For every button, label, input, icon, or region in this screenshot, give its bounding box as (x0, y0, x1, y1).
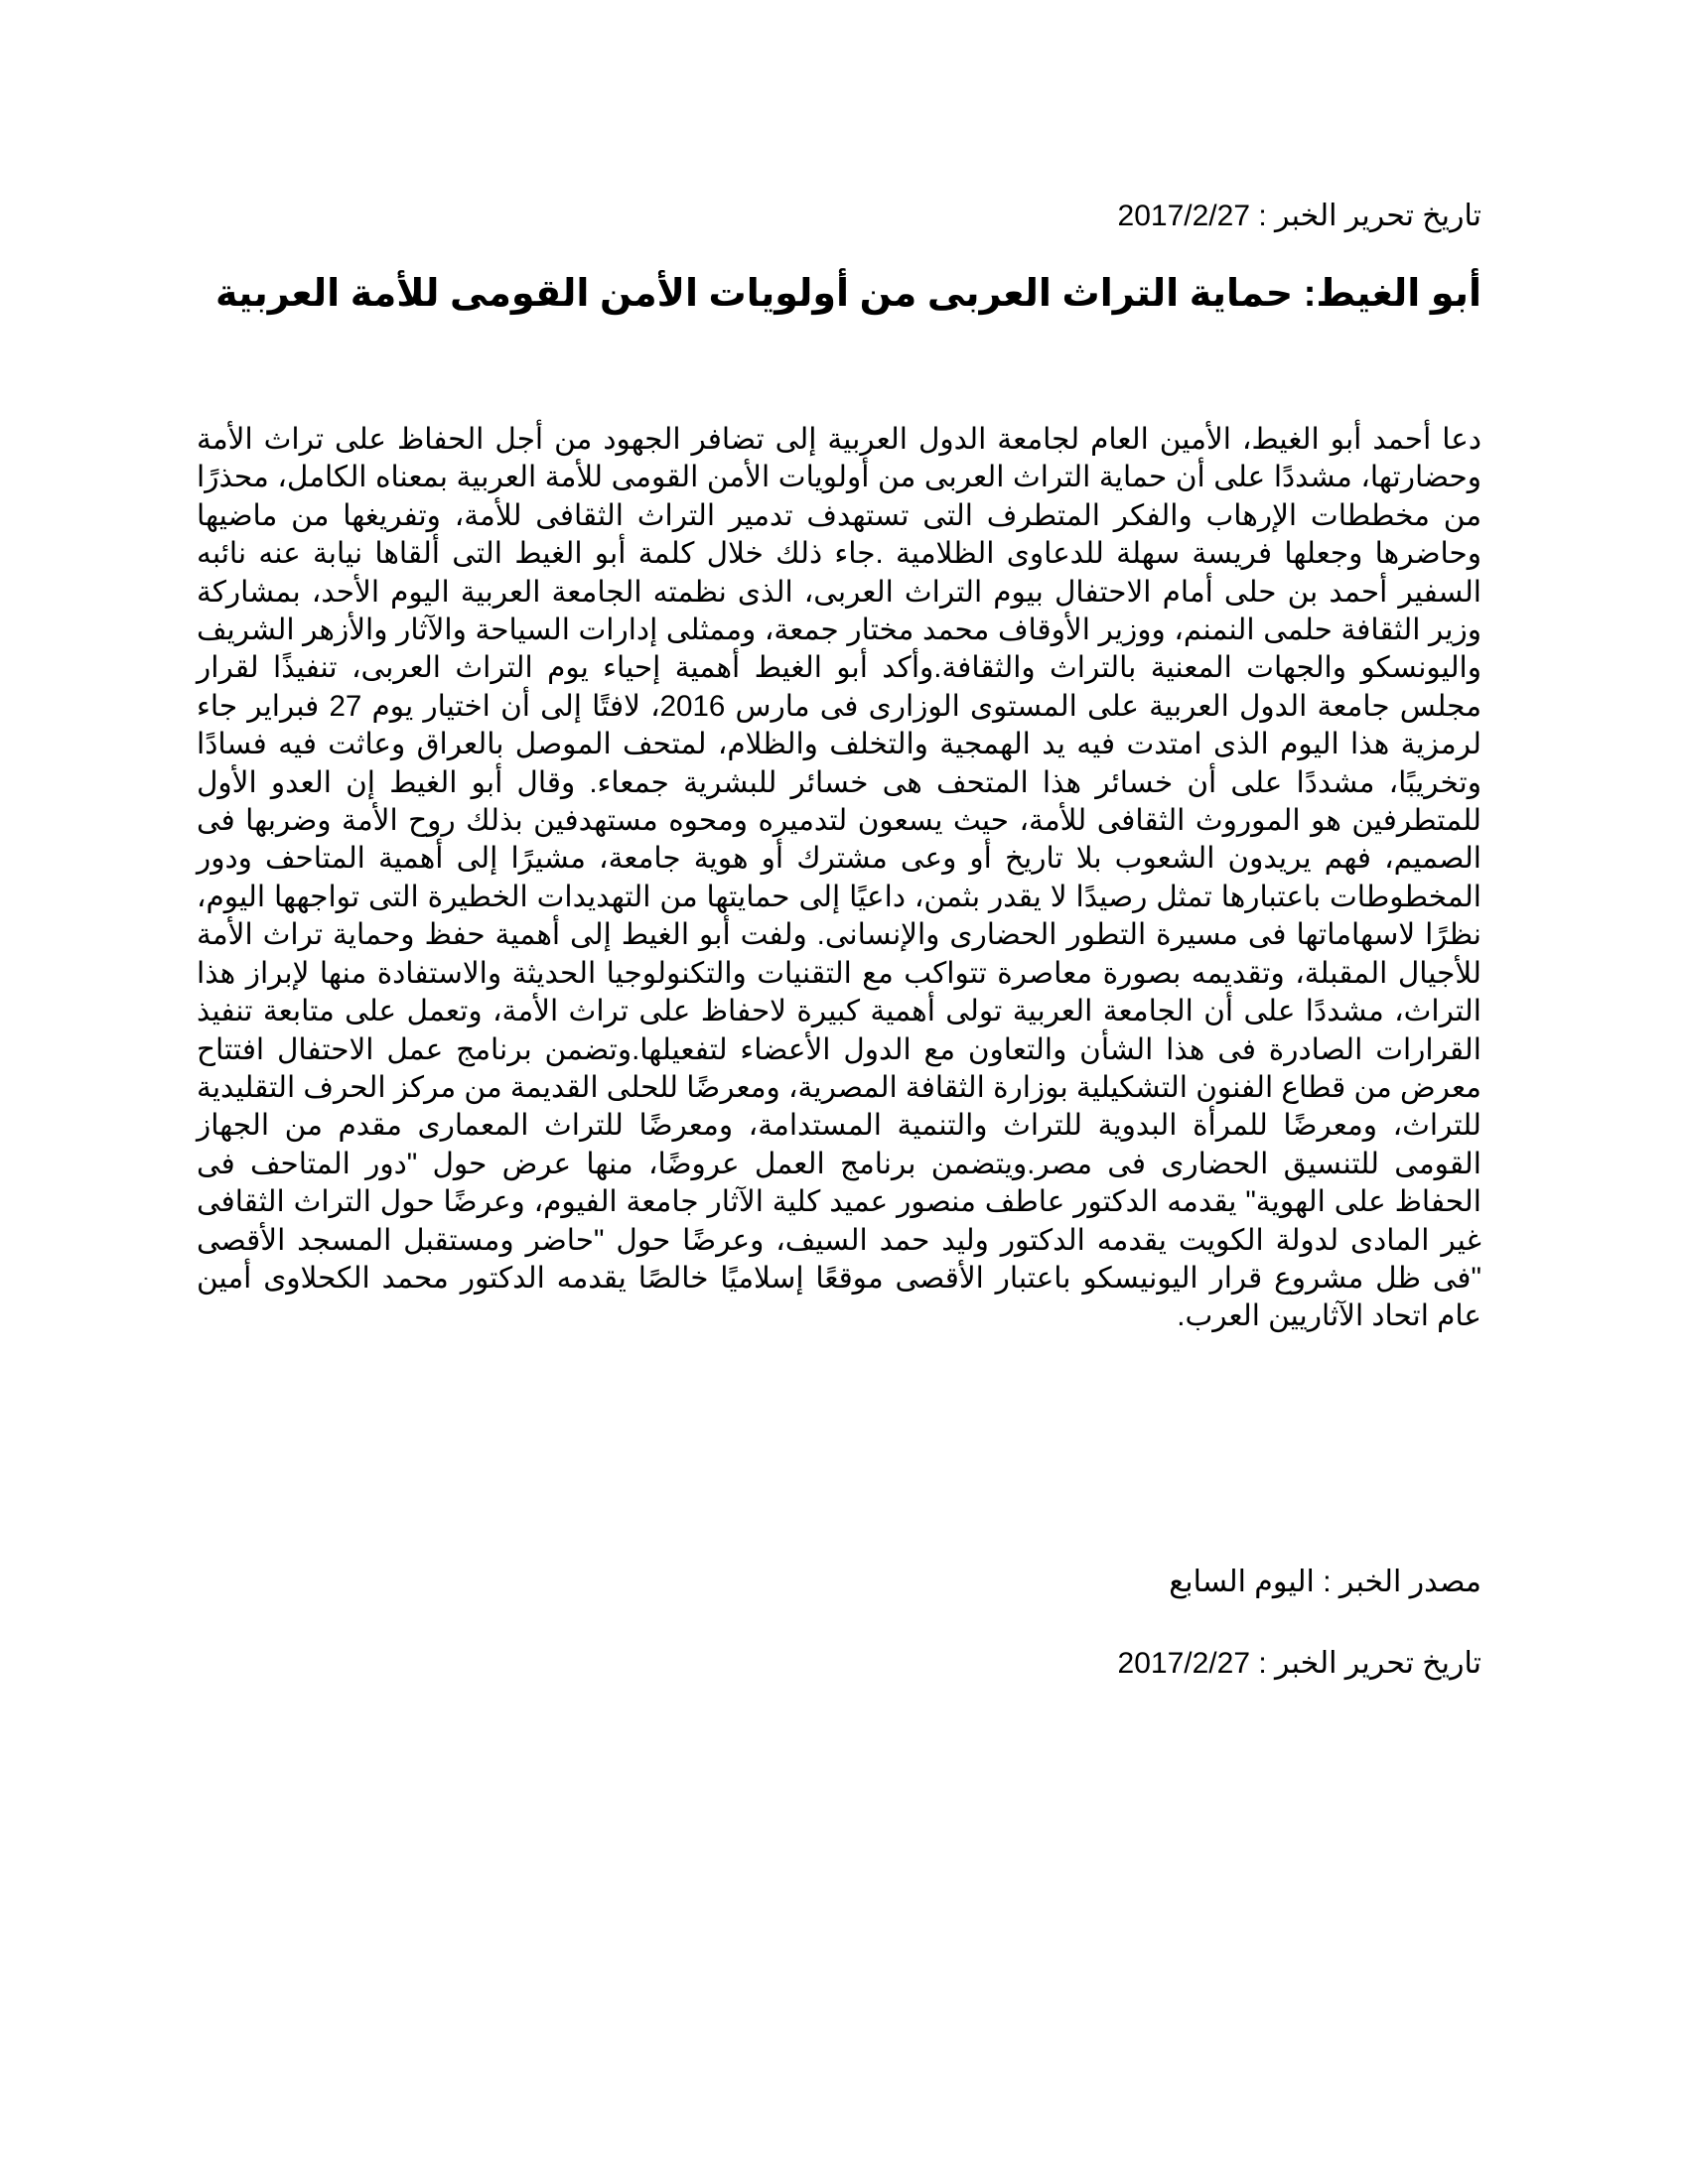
news-source-line: مصدر الخبر : اليوم السابع (1169, 1566, 1481, 1598)
article-body: دعا أحمد أبو الغيط، الأمين العام لجامعة الدول العربية إلى تضافر الجهود من أجل الحفاظ على تراث الأمة وحضارتها، مشددًا على أن حماية التراث العربى من أولويات الأمن القومى للأمة العربية بمعناه الكامل، محذرًا من مخططات الإرهاب والفكر المتطرف التى تستهدف تدمير التراث الثقافى للأمة، وتفريغها من ماضيها وحاضرها وجعلها فريسة سهلة للدعاوى الظلامية .جاء ذلك خلال كلمة أبو الغيط التى ألقاها نيابة عنه نائبه السفير أحمد بن حلى أمام الاحتفال بيوم التراث العربى، الذى نظمته الجامعة العربية اليوم الأحد، بمشاركة وزير الثقافة حلمى النمنم، ووزير الأوقاف محمد مختار جمعة، وممثلى إدارات السياحة والآثار والأزهر الشريف واليونسكو والجهات المعنية بالتراث والثقافة.وأكد أبو الغيط أهمية إحياء يوم التراث العربى، تنفيذًا لقرار مجلس جامعة الدول العربية على المستوى الوزارى فى مارس 2016، لافتًا إلى أن اختيار يوم 27 فبراير جاء لرمزية هذا اليوم الذى امتدت فيه يد الهمجية والتخلف والظلام، لمتحف الموصل بالعراق وعاثت فيه فسادًا وتخريبًا، مشددًا على أن خسائر هذا المتحف هى خسائر للبشرية جمعاء. وقال أبو الغيط إن العدو الأول للمتطرفين هو الموروث الثقافى للأمة، حيث يسعون لتدميره ومحوه مستهدفين بذلك روح الأمة وضربها فى الصميم، فهم يريدون الشعوب بلا تاريخ أو وعى مشترك أو هوية جامعة، مشيرًا إلى أهمية المتاحف ودور المخطوطات باعتبارها تمثل رصيدًا لا يقدر بثمن، داعيًا إلى حمايتها من التهديدات الخطيرة التى تواجهها اليوم، نظرًا لاسهاماتها فى مسيرة التطور الحضارى والإنسانى. ولفت أبو الغيط إلى أهمية حفظ وحماية تراث الأمة للأجيال المقبلة، وتقديمه بصورة معاصرة تتواكب مع التقنيات والتكنولوجيا الحديثة والاستفادة منها لإبراز هذا التراث، مشددًا على أن الجامعة العربية تولى أهمية كبيرة لاحفاظ على تراث الأمة، وتعمل على متابعة تنفيذ القرارات الصادرة فى هذا الشأن والتعاون مع الدول الأعضاء لتفعيلها.وتضمن برنامج عمل الاحتفال افتتاح معرض من قطاع الفنون التشكيلية بوزارة الثقافة المصرية، ومعرضًا للحلى القديمة من مركز الحرف التقليدية للتراث، ومعرضًا للمرأة البدوية للتراث والتنمية المستدامة، ومعرضًا للتراث المعمارى مقدم من الجهاز القومى للتنسيق الحضارى فى مصر.ويتضمن برنامج العمل عروضًا، منها عرض حول "دور المتاحف فى الحفاظ على الهوية" يقدمه الدكتور عاطف منصور عميد كلية الآثار جامعة الفيوم، وعرضًا حول التراث الثقافى غير المادى لدولة الكويت يقدمه الدكتور وليد حمد السيف، وعرضًا حول "حاضر ومستقبل المسجد الأقصى "فى ظل مشروع قرار اليونيسكو باعتبار الأقصى موقعًا إسلاميًا خالصًا يقدمه الدكتور محمد الكحلاوى أمين عام اتحاد الآثاريين العرب. (197, 423, 1481, 1333)
edit-date-line: تاريخ تحرير الخبر : 2017/2/27 (1117, 200, 1481, 232)
edit-date-line-bottom: تاريخ تحرير الخبر : 2017/2/27 (1117, 1647, 1481, 1680)
article-headline: أبو الغيط: حماية التراث العربى من أولويات الأمن القومى للأمة العربية (214, 273, 1481, 315)
